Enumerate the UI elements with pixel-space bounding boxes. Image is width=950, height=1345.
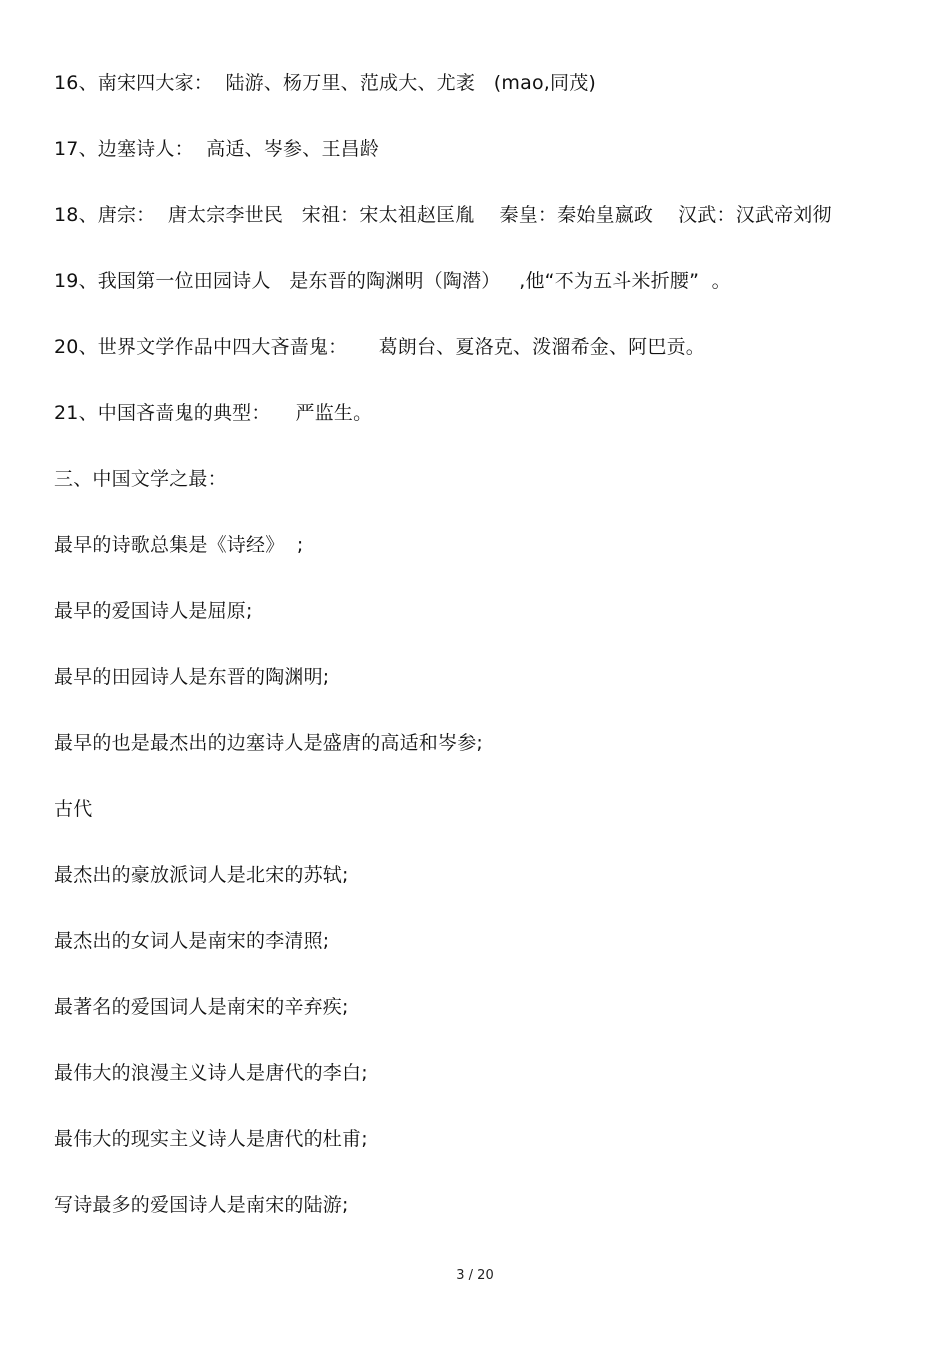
fact-line: 最早的诗歌总集是《诗经》 ; bbox=[54, 534, 304, 556]
text-line-18: 18、唐宗： 唐太宗李世民 宋祖：宋太祖赵匡胤 秦皇：秦始皇嬴政 汉武：汉武帝刘彻 bbox=[54, 204, 832, 226]
text-line-17: 17、边塞诗人： 高适、岑参、王昌龄 bbox=[54, 138, 380, 160]
fact-line: 最伟大的浪漫主义诗人是唐代的李白; bbox=[54, 1062, 368, 1084]
fact-line: 最早的也是最杰出的边塞诗人是盛唐的高适和岑参; bbox=[54, 732, 484, 754]
fact-line: 最著名的爱国词人是南宋的辛弃疾; bbox=[54, 996, 349, 1018]
text-line-19: 19、我国第一位田园诗人 是东晋的陶渊明（陶潜） ,他“不为五斗米折腰” 。 bbox=[54, 270, 731, 292]
section-heading: 三、中国文学之最： bbox=[54, 468, 227, 490]
fact-line: 最杰出的豪放派词人是北宋的苏轼; bbox=[54, 864, 349, 886]
fact-line: 最伟大的现实主义诗人是唐代的杜甫; bbox=[54, 1128, 368, 1150]
fact-line: 最杰出的女词人是南宋的李清照; bbox=[54, 930, 330, 952]
text-line-20: 20、世界文学作品中四大吝啬鬼： 葛朗台、夏洛克、泼溜希金、阿巴贡。 bbox=[54, 336, 705, 358]
text-line-21: 21、中国吝啬鬼的典型： 严监生。 bbox=[54, 402, 373, 424]
fact-line: 最早的田园诗人是东晋的陶渊明; bbox=[54, 666, 330, 688]
page-number: 3 / 20 bbox=[456, 1268, 494, 1283]
fact-line: 写诗最多的爱国诗人是南宋的陆游; bbox=[54, 1194, 349, 1216]
text-line-16: 16、南宋四大家： 陆游、杨万里、范成大、尤袤 (mao,同茂) bbox=[54, 72, 597, 94]
subheading-ancient: 古代 bbox=[54, 798, 93, 820]
fact-line: 最早的爱国诗人是屈原; bbox=[54, 600, 253, 622]
